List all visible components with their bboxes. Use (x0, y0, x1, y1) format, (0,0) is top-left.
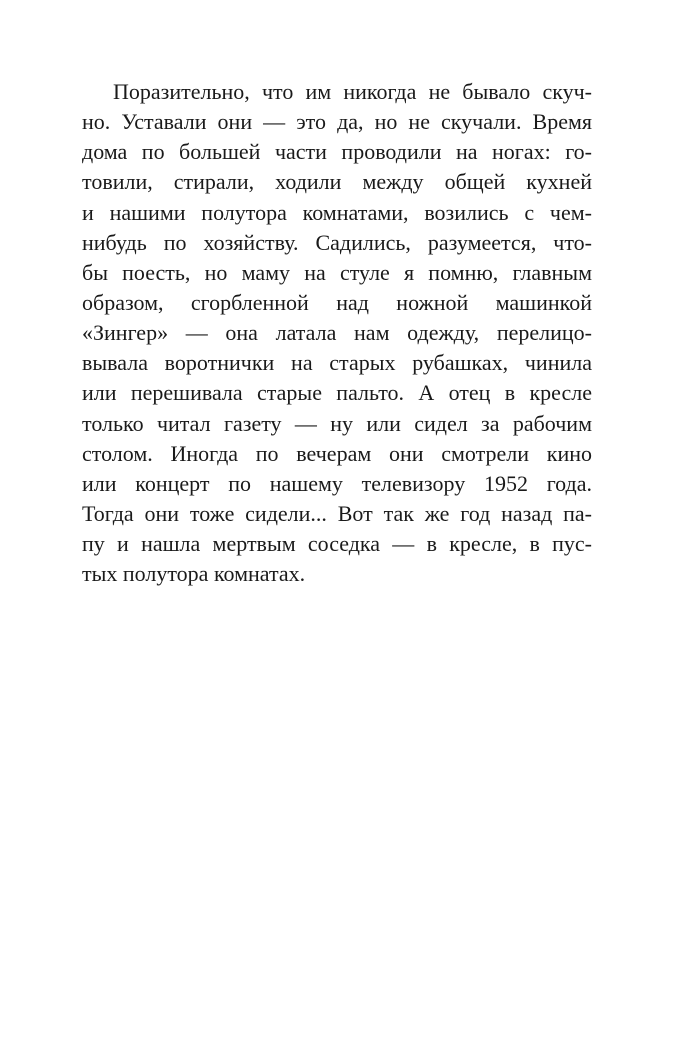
text-line: Тогда они тоже сидели... Вот так же год назад па- (82, 500, 592, 526)
text-line: и нашими полутора комнатами, возились с чем- (82, 199, 592, 225)
text-line: образом, сгорбленной над ножной машинкой (82, 289, 592, 315)
text-line: но. Уставали они — это да, но не скучали. Время (82, 109, 592, 135)
text-line: тых полутора комнатах. (82, 561, 306, 587)
text-line: нибудь по хозяйству. Садились, разумеется, что- (82, 229, 592, 255)
text-line: или перешивала старые пальто. А отец в кресле (82, 380, 592, 406)
text-line: Поразительно, что им никогда не бывало скуч- (113, 79, 592, 104)
text-line: «Зингер» — она латала нам одежду, перелицо- (82, 320, 592, 346)
text-line: пу и нашла мертвым соседка — в кресле, в пус- (82, 531, 592, 557)
text-line: или концерт по нашему телевизору 1952 года. (82, 470, 592, 496)
text-line: дома по большей части проводили на ногах: го- (82, 139, 592, 165)
text-line: бы поесть, но маму на стуле я помню, главным (82, 259, 592, 285)
text-line: вывала воротнички на старых рубашках, чинила (82, 350, 592, 376)
text-line: столом. Иногда по вечерам они смотрели кино (82, 440, 592, 466)
text-line: только читал газету — ну или сидел за рабочим (82, 410, 592, 436)
body-paragraph (82, 77, 592, 589)
text-line: товили, стирали, ходили между общей кухней (82, 169, 592, 195)
